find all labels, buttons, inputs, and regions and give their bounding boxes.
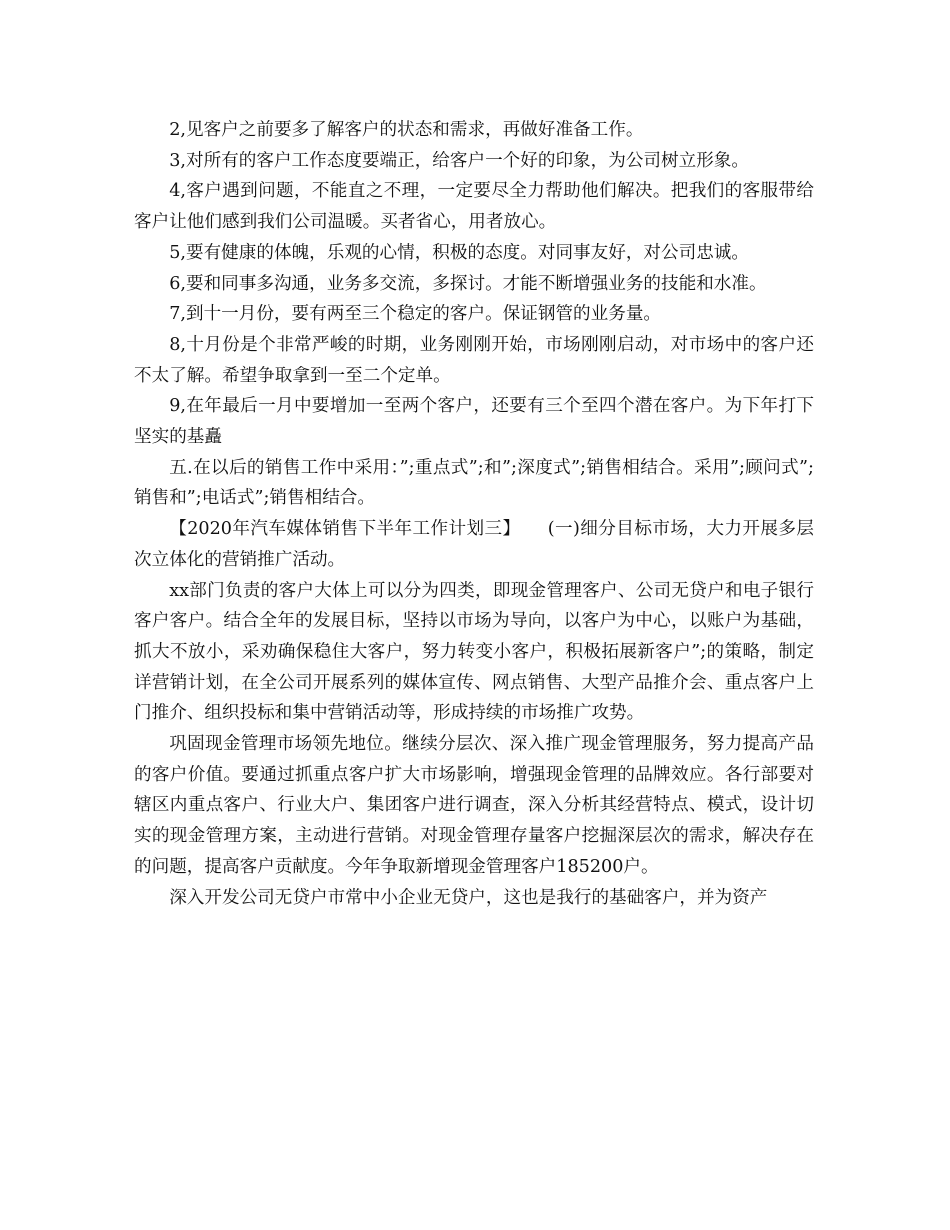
paragraph-item-9: 9,在年最后一月中要增加一至两个客户，还要有三个至四个潜在客户。为下年打下坚实的基矗	[134, 396, 814, 448]
paragraph-department-clients: xx部门负责的客户大体上可以分为四类，即现金管理客户、公司无贷户和电子银行客户客户。结合全年的发展目标，坚持以市场为导向，以客户为中心，以账户为基础，抓大不放小，采劝确保稳住大客户，努力转变小客户，积极拓展新客户”;的策略，制定详营销计划，在全公司开展系列的媒体宣传、网点销售、大型产品推介会、重点客户上门推介、组织投标和集中营销活动等，形成持续的市场推广攻势。	[134, 580, 814, 724]
paragraph-item-6: 6,要和同事多沟通，业务多交流，多探讨。才能不断增强业务的技能和水准。	[169, 273, 767, 294]
document-body	[134, 115, 814, 913]
paragraph-section-five: 五.在以后的销售工作中采用：”;重点式”;和”;深度式”;销售相结合。采用”;顾问式”;销售和”;电话式”;销售相结合。	[134, 457, 814, 509]
paragraph-plan-three-heading: 【2020年汽车媒体销售下半年工作计划三】 (一)细分目标市场，大力开展多层次立体化的营销推广活动。	[134, 519, 814, 570]
paragraph-item-7: 7,到十一月份，要有两至三个稳定的客户。保证钢管的业务量。	[169, 304, 662, 325]
paragraph-item-5: 5,要有健康的体魄，乐观的心情，积极的态度。对同事友好，对公司忠诚。	[169, 242, 749, 263]
paragraph-no-loan-clients: 深入开发公司无贷户市常中小企业无贷户，这也是我行的基础客户，并为资产	[169, 887, 768, 908]
paragraph-item-3: 3,对所有的客户工作态度要端正，给客户一个好的印象，为公司树立形象。	[169, 150, 749, 171]
paragraph-cash-management: 巩固现金管理市场领先地位。继续分层次、深入推广现金管理服务，努力提高产品的客户价值。要通过抓重点客户扩大市场影响，增强现金管理的品牌效应。各行部要对辖区内重点客户、行业大户、集团客户进行调查，深入分析其经营特点、模式，设计切实的现金管理方案，主动进行营销。对现金管理存量客户挖掘深层次的需求，解决存在的问题，提高客户贡献度。今年争取新增现金管理客户185200户。	[134, 734, 814, 877]
paragraph-item-4: 4,客户遇到问题，不能直之不理，一定要尽全力帮助他们解决。把我们的客服带给客户让他们感到我们公司温暖。买者省心，用者放心。	[134, 181, 814, 233]
paragraph-item-2: 2,见客户之前要多了解客户的状态和需求，再做好准备工作。	[169, 120, 644, 140]
paragraph-item-8: 8,十月份是个非常严峻的时期，业务刚刚开始，市场刚刚启动，对市场中的客户还不太了解。希望争取拿到一至二个定单。	[134, 334, 814, 386]
